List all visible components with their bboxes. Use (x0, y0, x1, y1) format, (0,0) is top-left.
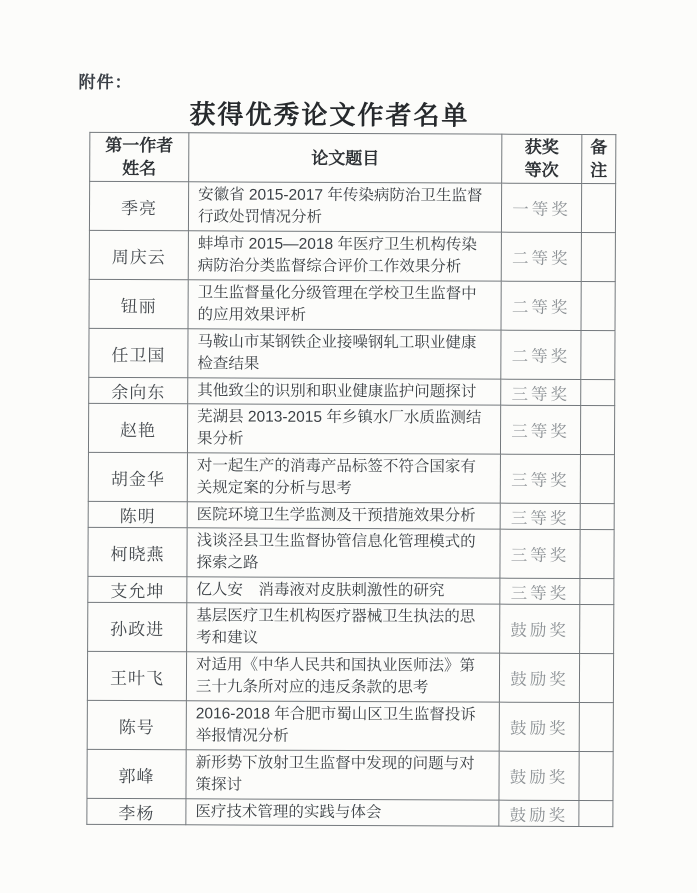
award-winners-table (86, 132, 616, 827)
award-cell: 鼓励奖 (499, 751, 579, 800)
author-cell: 周庆云 (89, 230, 188, 279)
note-cell (580, 579, 614, 605)
note-cell (579, 752, 613, 801)
note-cell (580, 530, 614, 579)
award-cell: 鼓励奖 (499, 653, 579, 702)
award-cell: 鼓励奖 (499, 800, 579, 826)
table-row (87, 749, 613, 800)
paper-title-cell: 2016-2018 年合肥市蜀山区卫生监督投诉举报情况分析 (186, 701, 499, 751)
note-cell (581, 380, 615, 406)
table-row (87, 798, 613, 826)
award-cell: 三等奖 (500, 503, 580, 529)
document-title: 获得优秀论文作者名单 (189, 99, 470, 131)
award-cell: 三等奖 (500, 405, 580, 454)
award-cell: 三等奖 (500, 454, 580, 503)
paper-title-cell: 医疗技术管理的实践与体会 (186, 799, 499, 826)
table-row (88, 527, 614, 578)
table-row (88, 501, 614, 529)
author-cell: 季亮 (89, 181, 188, 230)
table-row (88, 576, 614, 604)
note-cell (581, 282, 615, 331)
attachment-label: 附件： (78, 72, 133, 93)
award-cell: 二等奖 (501, 281, 581, 330)
note-cell (581, 331, 615, 380)
table-row (89, 181, 615, 232)
note-cell (580, 605, 614, 654)
paper-title-cell: 对一起生产的消毒产品标签不符合国家有关规定案的分析与思考 (187, 453, 500, 503)
paper-title-cell: 卫生监督量化分级管理在学校卫生监督中的应用效果评析 (188, 280, 501, 330)
paper-title-cell: 芜湖县 2013-2015 年乡镇水厂水质监测结果分析 (187, 404, 500, 454)
note-cell (581, 184, 615, 233)
award-cell: 鼓励奖 (499, 702, 579, 751)
paper-title-cell: 亿人安 消毒液对皮肤刺激性的研究 (187, 577, 500, 604)
table-row (88, 602, 614, 653)
paper-title-cell: 马鞍山市某钢铁企业接噪钢轧工职业健康检查结果 (188, 329, 501, 379)
note-cell (581, 233, 615, 282)
award-cell: 三等奖 (501, 379, 581, 405)
author-cell: 赵艳 (88, 403, 187, 452)
table-row (87, 651, 613, 702)
table-row (89, 328, 615, 379)
paper-title-cell: 蚌埠市 2015—2018 年医疗卫生机构传染病防治分类监督综合评价工作效果分析 (188, 231, 501, 281)
paper-title-cell: 浅谈泾县卫生监督协管信息化管理模式的探索之路 (187, 528, 500, 578)
award-cell: 鼓励奖 (500, 604, 580, 653)
paper-title-cell: 其他致尘的识别和职业健康监护问题探讨 (188, 378, 501, 405)
author-cell: 郭峰 (87, 749, 186, 798)
author-cell: 王叶飞 (87, 651, 186, 700)
table-row (87, 700, 613, 751)
author-cell: 余向东 (89, 377, 188, 403)
paper-title-cell: 对适用《中华人民共和国执业医师法》第三十九条所对应的违反条款的思考 (186, 652, 499, 702)
table-row (89, 279, 615, 330)
author-cell: 孙政进 (88, 602, 187, 651)
author-cell: 柯晓燕 (88, 527, 187, 576)
header-award-level: 获奖 等次 (502, 134, 582, 183)
table-row (89, 377, 615, 405)
table-header-row (90, 132, 616, 183)
author-cell: 陈明 (88, 501, 187, 527)
paper-title-cell: 新形势下放射卫生监督中发现的问题与对策探讨 (186, 750, 499, 800)
award-cell: 二等奖 (501, 232, 581, 281)
note-cell (580, 406, 614, 455)
table-row (88, 452, 614, 503)
author-cell: 钮丽 (89, 279, 188, 328)
note-cell (579, 654, 613, 703)
note-cell (579, 703, 613, 752)
paper-title-cell: 基层医疗卫生机构医疗器械卫生执法的思考和建议 (187, 603, 500, 653)
table-row (88, 403, 614, 454)
header-paper-title: 论文题目 (189, 133, 502, 183)
note-cell (579, 801, 613, 827)
paper-title-cell: 安徽省 2015-2017 年传染病防治卫生监督行政处罚情况分析 (188, 182, 501, 232)
note-cell (580, 504, 614, 530)
header-author-name: 第一作者 姓名 (90, 132, 189, 181)
header-note: 备 注 (582, 135, 616, 184)
note-cell (580, 455, 614, 504)
award-cell: 二等奖 (501, 330, 581, 379)
award-cell: 三等奖 (500, 578, 580, 604)
author-cell: 李杨 (87, 798, 186, 824)
author-cell: 陈号 (87, 700, 186, 749)
paper-title-cell: 医院环境卫生学监测及干预措施效果分析 (187, 502, 500, 529)
award-cell: 一等奖 (501, 183, 581, 232)
table-row (89, 230, 615, 281)
award-cell: 三等奖 (500, 529, 580, 578)
author-cell: 胡金华 (88, 452, 187, 501)
author-cell: 支允坤 (88, 576, 187, 602)
author-cell: 任卫国 (89, 328, 188, 377)
